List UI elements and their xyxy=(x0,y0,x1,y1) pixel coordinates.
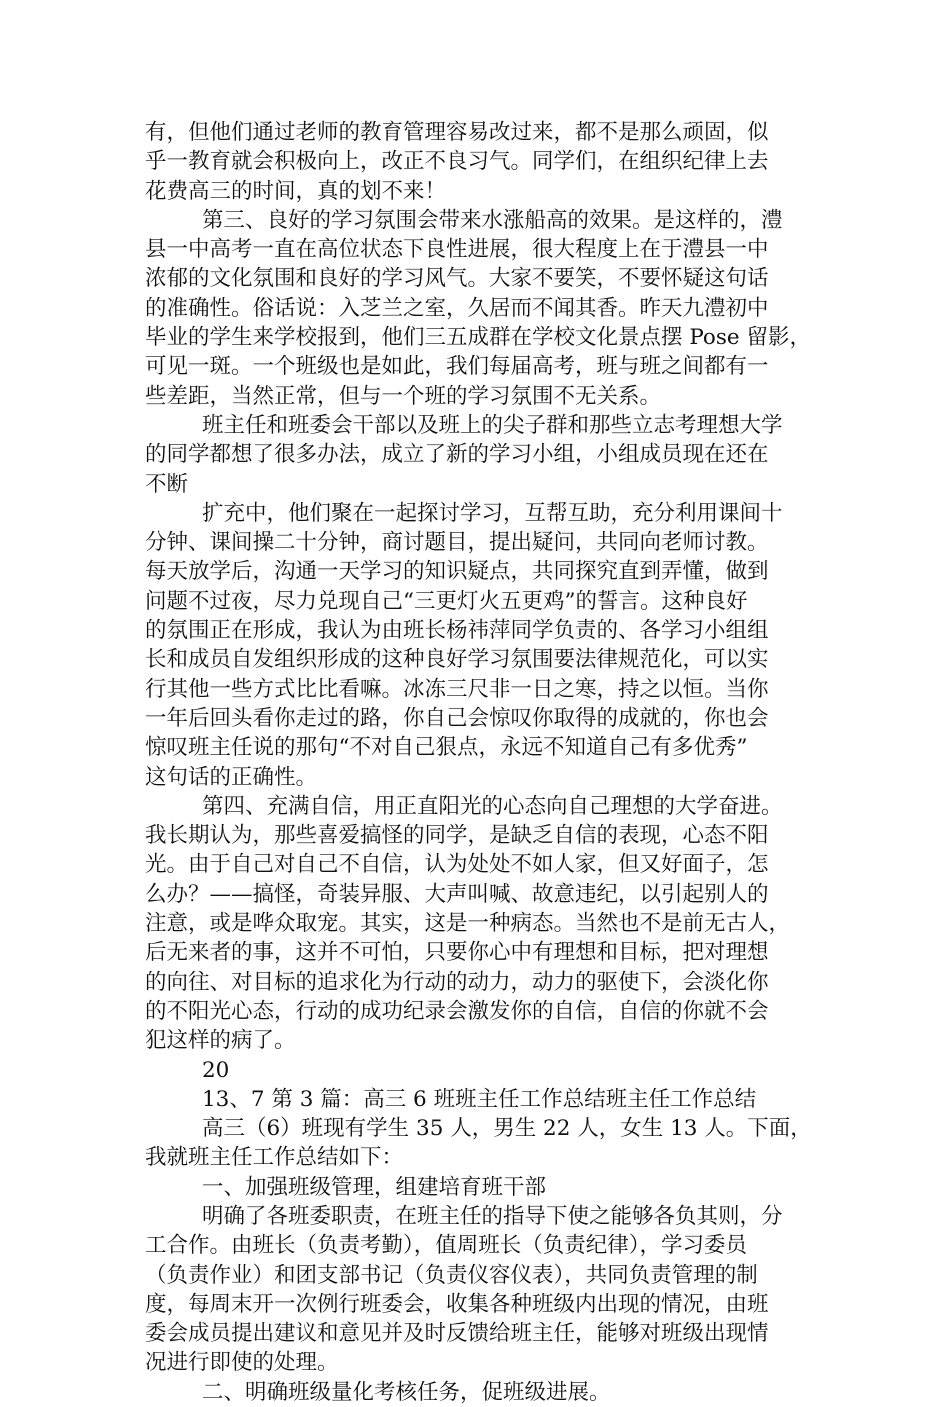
text-line: 的向往、对目标的追求化为行动的动力，动力的驱使下，会淡化你 xyxy=(145,969,769,995)
text-line: 20 xyxy=(202,1057,230,1083)
text-line: 二、明确班级量化考核任务，促班级进展。 xyxy=(202,1379,611,1405)
text-line: 浓郁的文化氛围和良好的学习风气。大家不要笑，不要怀疑这句话 xyxy=(145,266,769,292)
document-body xyxy=(145,118,825,1407)
text-line: 毕业的学生来学校报到，他们三五成群在学校文化景点摆 Pose 留影， xyxy=(145,325,811,351)
text-line: 行其他一些方式比比看嘛。冰冻三尺非一日之寒，持之以恒。当你 xyxy=(145,676,769,702)
text-line: 不断 xyxy=(145,471,189,497)
text-line: 么办？——搞怪，奇装异服、大声叫喊、故意违纪，以引起别人的 xyxy=(145,881,769,907)
text-line: 县一中高考一直在高位状态下良性进展，很大程度上在于澧县一中 xyxy=(145,237,769,263)
text-line: 我长期认为，那些喜爱搞怪的同学，是缺乏自信的表现，心态不阳 xyxy=(145,823,769,849)
text-line: 的同学都想了很多办法，成立了新的学习小组，小组成员现在还在 xyxy=(145,442,769,468)
text-line: 花费高三的时间，真的划不来！ xyxy=(145,178,447,204)
text-line: 的不阳光心态，行动的成功纪录会激发你的自信，自信的你就不会 xyxy=(145,998,769,1024)
text-line: 乎一教育就会积极向上，改正不良习气。同学们，在组织纪律上去 xyxy=(145,149,769,175)
text-line: 后无来者的事，这并不可怕，只要你心中有理想和目标，把对理想 xyxy=(145,940,769,966)
text-line: 度，每周末开一次例行班委会，收集各种班级内出现的情况，由班 xyxy=(145,1291,769,1317)
text-line: 一年后回头看你走过的路，你自己会惊叹你取得的成就的，你也会 xyxy=(145,705,769,731)
text-line: 班主任和班委会干部以及班上的尖子群和那些立志考理想大学 xyxy=(202,412,783,438)
text-line: 分钟、课间操二十分钟，商讨题目，提出疑问，共同向老师讨教。 xyxy=(145,530,769,556)
text-line: 光。由于自己对自己不自信，认为处处不如人家，但又好面子，怎 xyxy=(145,852,769,878)
text-line: 注意，或是哗众取宠。其实，这是一种病态。当然也不是前无古人， xyxy=(145,911,791,937)
text-line: 扩充中，他们聚在一起探讨学习，互帮互助，充分利用课间十 xyxy=(202,500,783,526)
text-line: 的氛围正在形成，我认为由班长杨祎萍同学负责的、各学习小组组 xyxy=(145,618,769,644)
text-line: 委会成员提出建议和意见并及时反馈给班主任，能够对班级出现情 xyxy=(145,1321,769,1347)
text-line: 一、加强班级管理，组建培育班干部 xyxy=(202,1174,547,1200)
text-line: 我就班主任工作总结如下： xyxy=(145,1145,404,1171)
text-line: 明确了各班委职责，在班主任的指导下使之能够各负其则，分 xyxy=(202,1203,783,1229)
text-line: 些差距，当然正常，但与一个班的学习氛围不无关系。 xyxy=(145,383,662,409)
text-line: 每天放学后，沟通一天学习的知识疑点，共同探究直到弄懂，做到 xyxy=(145,559,769,585)
text-line: 第四、充满自信，用正直阳光的心态向自己理想的大学奋进。 xyxy=(202,793,783,819)
text-line: 况进行即使的处理。 xyxy=(145,1350,339,1376)
text-line: （负责作业）和团支部书记（负责仪容仪表），共同负责管理的制 xyxy=(145,1262,758,1288)
text-line: 高三（6）班现有学生 35 人，男生 22 人，女生 13 人。下面， xyxy=(202,1116,812,1142)
text-line: 长和成员自发组织形成的这种良好学习氛围要法律规范化，可以实 xyxy=(145,647,769,673)
text-line: 有，但他们通过老师的教育管理容易改过来，都不是那么顽固，似 xyxy=(145,120,769,145)
text-line: 第三、良好的学习氛围会带来水涨船高的效果。是这样的，澧 xyxy=(202,207,783,233)
text-line: 可见一斑。一个班级也是如此，我们每届高考，班与班之间都有一 xyxy=(145,354,769,380)
text-line: 13、7 第 3 篇：高三 6 班班主任工作总结班主任工作总结 xyxy=(202,1086,757,1112)
text-line: 工合作。由班长（负责考勤），值周班长（负责纪律），学习委员 xyxy=(145,1233,748,1259)
text-line: 惊叹班主任说的那句“不对自己狠点，永远不知道自己有多优秀” xyxy=(145,735,748,761)
text-line: 问题不过夜，尽力兑现自己“三更灯火五更鸡”的誓言。这种良好 xyxy=(145,588,748,614)
text-line: 的准确性。俗话说：入芝兰之室，久居而不闻其香。昨天九澧初中 xyxy=(145,295,769,321)
text-line: 犯这样的病了。 xyxy=(145,1028,296,1054)
text-line: 这句话的正确性。 xyxy=(145,764,318,790)
